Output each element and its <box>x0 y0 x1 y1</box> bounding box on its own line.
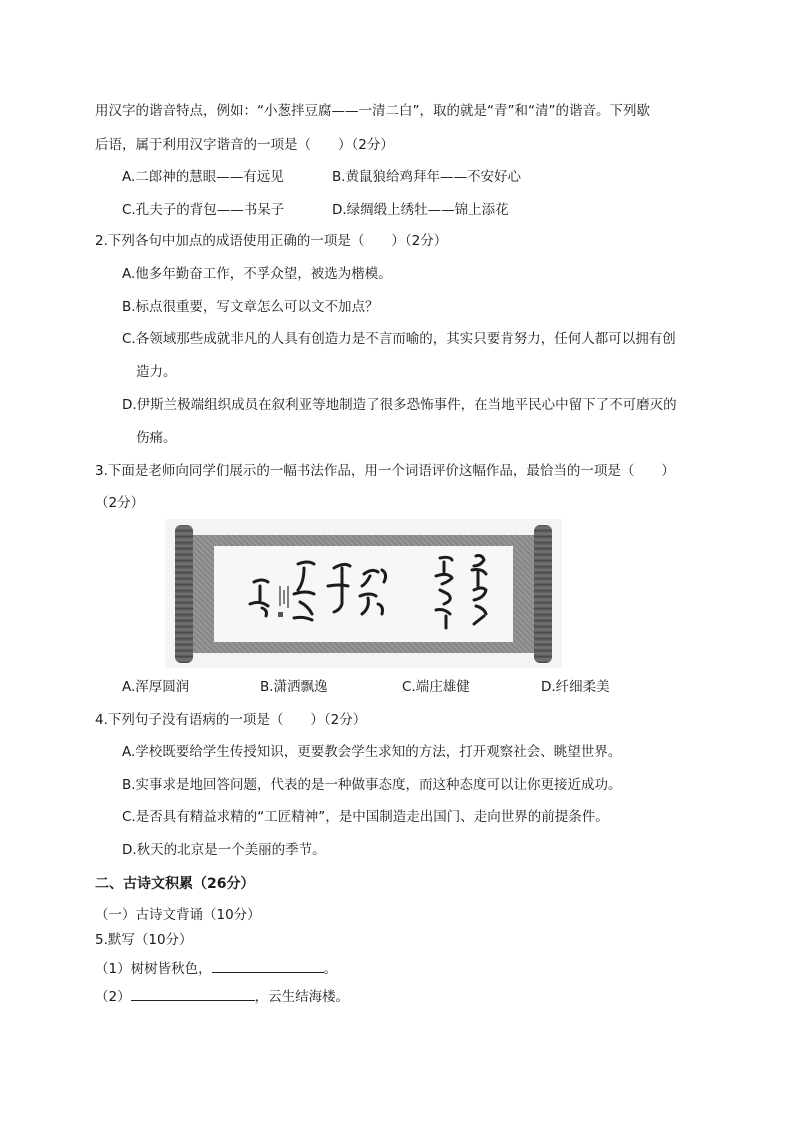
intro-line-2: 后语，属于利用汉字谐音的一项是（ ）（2分） <box>95 137 394 153</box>
scroll-right-rod <box>534 525 552 663</box>
q1-option-b: B.黄鼠狼给鸡拜年——不安好心 <box>332 169 522 185</box>
q2-option-b: B.标点很重要，写文章怎么可以文不加点？ <box>122 299 379 315</box>
q1-option-a: A.二郎神的慧眼——有远见 <box>122 169 284 185</box>
q5-part-2-suffix: ，云生结海楼。 <box>254 989 350 1005</box>
q4-option-a: A.学校既要给学生传授知识，更要教会学生求知的方法，打开观察社会、眺望世界。 <box>122 744 622 760</box>
q2-option-d-cont: 伤痛。 <box>136 430 177 446</box>
section-2-title: 二、古诗文积累（26分） <box>95 876 255 892</box>
q4-option-b: B.实事求是地回答问题，代表的是一种做事态度，而这种态度可以让你更接近成功。 <box>122 777 622 793</box>
q4-option-d: D.秋天的北京是一个美丽的季节。 <box>122 842 326 858</box>
intro-line-1: 用汉字的谐音特点，例如：“小葱拌豆腐——一清二白”，取的就是“青”和“清”的谐音。下列歇 <box>95 103 650 119</box>
q3-option-a: A.浑厚圆润 <box>122 679 190 695</box>
q5-part-2-prefix: （2） <box>95 989 131 1005</box>
q4-stem: 4.下列句子没有语病的一项是（ ）（2分） <box>95 712 367 728</box>
q1-option-c: C.孔夫子的背包——书呆子 <box>122 202 285 218</box>
q2-option-c: C.各领域那些成就非凡的人具有创造力是不言而喻的，其实只要肯努力，任何人都可以拥有创 <box>122 331 676 347</box>
q5-part-1-blank[interactable] <box>212 958 324 973</box>
section-2-subtitle: （一）古诗文背诵（10分） <box>95 907 261 923</box>
q5-stem: 5.默写（10分） <box>95 932 193 948</box>
q5-part-2 <box>95 986 349 1007</box>
calligraphy-artwork <box>214 546 513 642</box>
q3-option-b: B.潇洒飘逸 <box>260 679 328 695</box>
q5-part-1 <box>95 958 337 979</box>
q2-option-a: A.他多年勤奋工作，不孚众望，被选为楷模。 <box>122 266 392 282</box>
q5-part-1-prefix: （1）树树皆秋色， <box>95 961 212 977</box>
scroll-left-rod <box>175 525 193 663</box>
scroll-paper <box>214 546 513 642</box>
q2-option-d: D.伊斯兰极端组织成员在叙利亚等地制造了很多恐怖事件，在当地平民心中留下了不可磨灭的 <box>122 397 677 413</box>
q4-option-c: C.是否具有精益求精的“工匠精神”，是中国制造走出国门、走向世界的前提条件。 <box>122 809 609 825</box>
q2-stem: 2.下列各句中加点的成语使用正确的一项是（ ）（2分） <box>95 233 448 249</box>
seal-stamp <box>278 612 283 617</box>
q3-option-c: C.端庄雄健 <box>402 679 470 695</box>
q5-part-1-suffix: 。 <box>323 961 338 977</box>
q3-option-d: D.纤细柔美 <box>541 679 610 695</box>
q2-option-c-cont: 造力。 <box>136 364 177 380</box>
q3-stem-cont: （2分） <box>95 495 145 511</box>
q1-option-d: D.绿绸缎上绣牡——锦上添花 <box>332 202 509 218</box>
q5-part-2-blank[interactable] <box>131 986 255 1001</box>
calligraphy-scroll-image <box>165 519 562 668</box>
q3-stem: 3.下面是老师向同学们展示的一幅书法作品，用一个词语评价这幅作品，最恰当的一项是（ ） <box>95 463 675 479</box>
